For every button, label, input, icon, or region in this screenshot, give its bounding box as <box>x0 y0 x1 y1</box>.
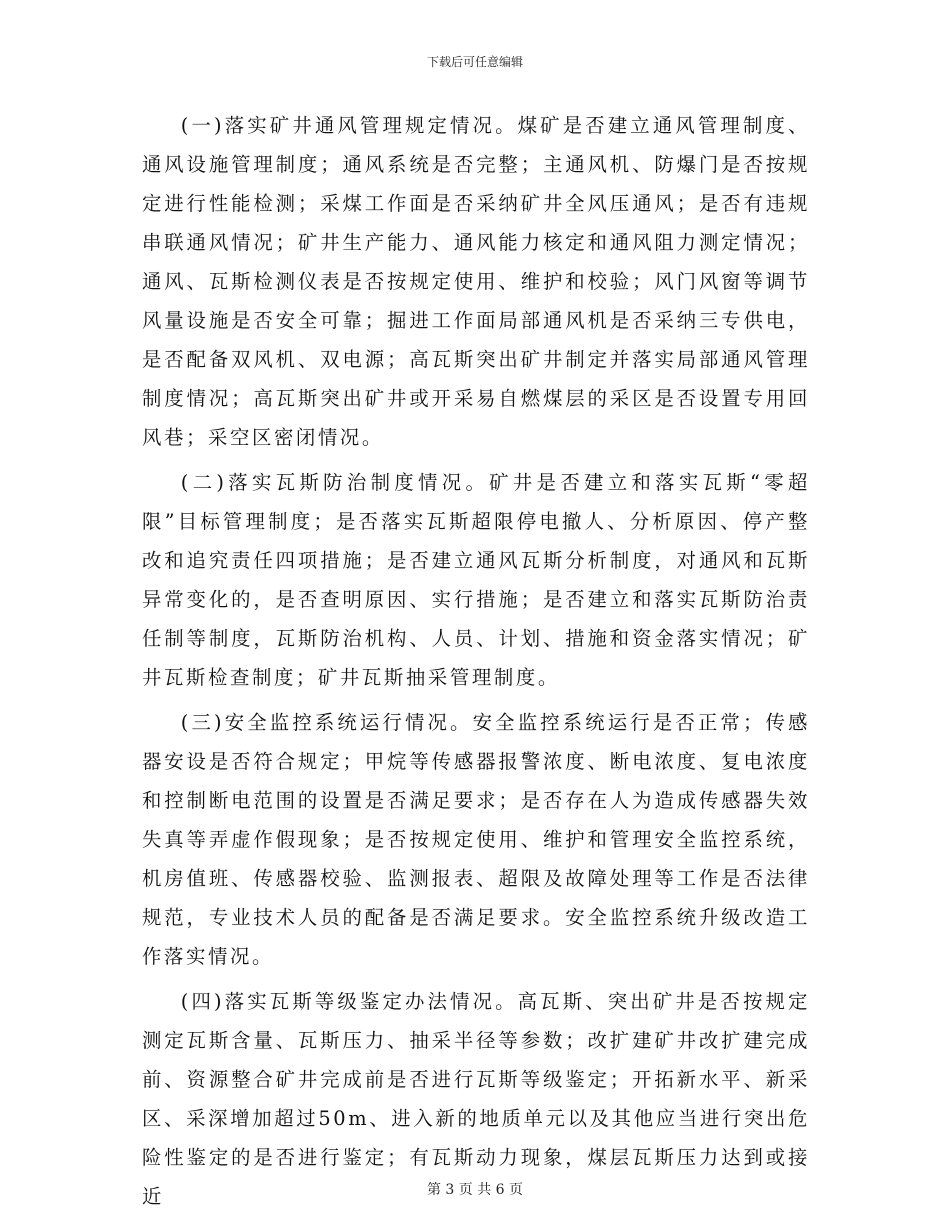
paragraph-2: (二)落实瓦斯防治制度情况。矿井是否建立和落实瓦斯“零超限”目标管理制度；是否落实瓦斯超限停电撤人、分析原因、停产整改和追究责任四项措施；是否建立通风瓦斯分析制度，对通风和瓦斯异常变化的，是否查明原因、实行措施；是否建立和落实瓦斯防治责任制等制度，瓦斯防治机构、人员、计划、措施和资金落实情况；矿井瓦斯检查制度；矿井瓦斯抽采管理制度。 <box>142 471 810 689</box>
document-body <box>142 106 810 1222</box>
paragraph-1: (一)落实矿井通风管理规定情况。煤矿是否建立通风管理制度、通风设施管理制度；通风系统是否完整；主通风机、防爆门是否按规定进行性能检测；采煤工作面是否采纳矿井全风压通风；是否有违规串联通风情况；矿井生产能力、通风能力核定和通风阻力测定情况；通风、瓦斯检测仪表是否按规定使用、维护和校验；风门风窗等调节风量设施是否安全可靠；掘进工作面局部通风机是否采纳三专供电，是否配备双风机、双电源；高瓦斯突出矿井制定并落实局部通风管理制度情况；高瓦斯突出矿井或开采易自燃煤层的采区是否设置专用回风巷；采空区密闭情况。 <box>142 114 810 449</box>
paragraph-3: (三)安全监控系统运行情况。安全监控系统运行是否正常；传感器安设是否符合规定；甲烷等传感器报警浓度、断电浓度、复电浓度和控制断电范围的设置是否满足要求；是否存在人为造成传感器失效失真等弄虚作假现象；是否按规定使用、维护和管理安全监控系统，机房值班、传感器校验、监测报表、超限及故障处理等工作是否法律规范，专业技术人员的配备是否满足要求。安全监控系统升级改造工作落实情况。 <box>142 711 810 968</box>
page-footer: 第 3 页 共 6 页 <box>426 1182 524 1198</box>
page-header: 下载后可任意编辑 <box>426 55 523 69</box>
paragraph-4: (四)落实瓦斯等级鉴定办法情况。高瓦斯、突出矿井是否按规定测定瓦斯含量、瓦斯压力、抽采半径等参数；改扩建矿井改扩建完成前、资源整合矿井完成前是否进行瓦斯等级鉴定；开拓新水平、新采区、采深增加超过50m、进入新的地质单元以及其他应当进行突出危险性鉴定的是否进行鉴定；有瓦斯动力现象，煤层瓦斯压力达到或接近 <box>142 990 810 1208</box>
